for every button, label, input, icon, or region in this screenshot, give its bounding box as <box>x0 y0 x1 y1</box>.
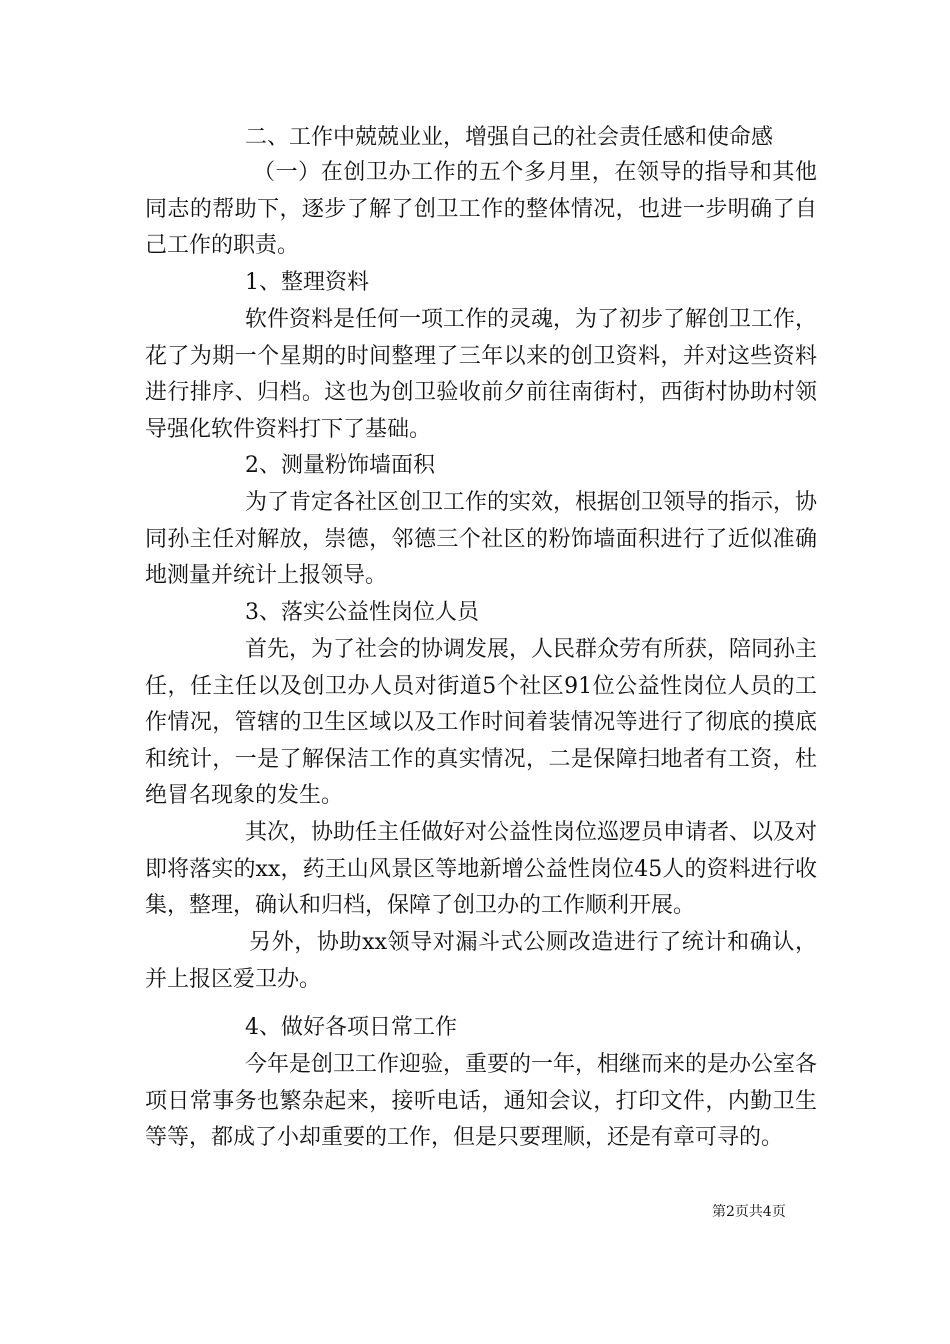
subheading-daily-work: 4、做好各项日常工作 <box>245 1015 457 1040</box>
subheading-measure-wall-area: 2、测量粉饰墙面积 <box>245 453 435 478</box>
intro-paragraph: （一）在创卫办工作的五个多月里，在领导的指导和其他同志的帮助下，逐步了解了创卫工作的整体情况，也进一步明确了自己工作的职责。 <box>145 160 817 258</box>
subheading-public-welfare-staff: 3、落实公益性岗位人员 <box>245 600 479 625</box>
paragraph-public-welfare-third: 另外，协助xx领导对漏斗式公厕改造进行了统计和确认，并上报区爱卫办。 <box>145 930 817 992</box>
subheading-organize-materials: 1、整理资料 <box>245 270 369 295</box>
paragraph-public-welfare-second: 其次，协助任主任做好对公益性岗位巡逻员申请者、以及对即将落实的xx，药王山风景区等地新增公益性岗位45人的资料进行收集，整理，确认和归档，保障了创卫办的工作顺利开展。 <box>145 820 818 918</box>
section-title: 二、工作中兢兢业业，增强自己的社会责任感和使命感 <box>245 125 774 150</box>
paragraph-daily-work: 今年是创卫工作迎验，重要的一年，相继而来的是办公室各项日常事务也繁杂起来，接听电话，通知会议，打印文件，内勤卫生等等，都成了小却重要的工作，但是只要理顺，还是有章可寻的。 <box>145 1052 818 1150</box>
page-number-footer: 第2页共4页 <box>712 1204 786 1220</box>
paragraph-organize-materials: 软件资料是任何一项工作的灵魂，为了初步了解创卫工作，花了为期一个星期的时间整理了三年以来的创卫资料，并对这些资料进行排序、归档。这也为创卫验收前夕前往南街村，西街村协助村领导强化软件资料打下了基础。 <box>145 307 818 442</box>
paragraph-public-welfare-first: 首先，为了社会的协调发展，人民群众劳有所获，陪同孙主任，任主任以及创卫办人员对街道5个社区91位公益性岗位人员的工作情况，管辖的卫生区域以及工作时间着装情况等进行了彻底的摸底和统计，一是了解保洁工作的真实情况，二是保障扫地者有工资，杜绝冒名现象的发生。 <box>145 637 818 808</box>
paragraph-measure-wall-area: 为了肯定各社区创卫工作的实效，根据创卫领导的指示，协同孙主任对解放，崇德，邻德三个社区的粉饰墙面积进行了近似准确地测量并统计上报领导。 <box>145 490 818 588</box>
